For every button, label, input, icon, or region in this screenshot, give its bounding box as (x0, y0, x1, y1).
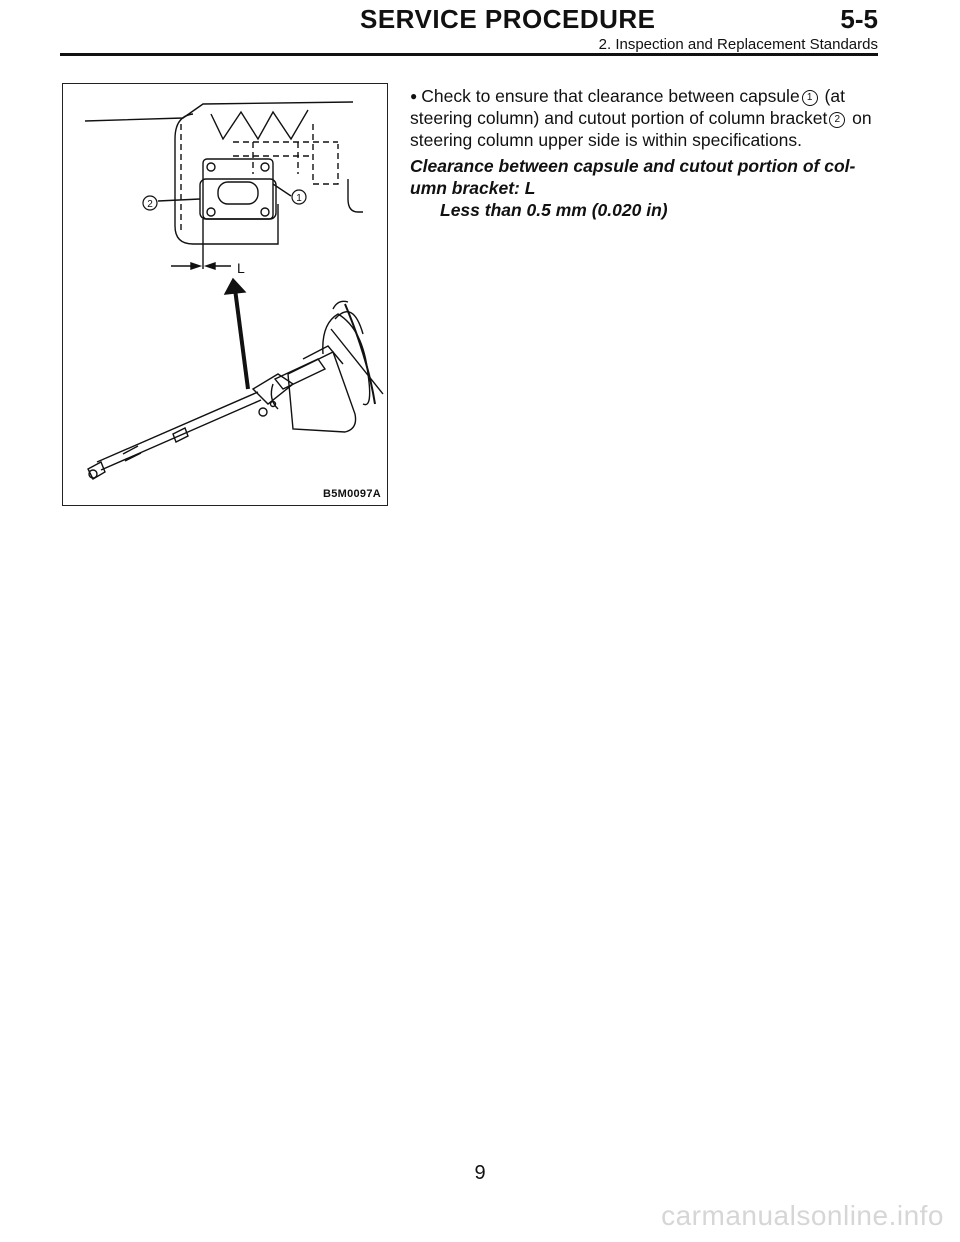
callout-2-text: 2 (147, 199, 153, 210)
capsule-plate (203, 159, 273, 219)
dashboard-line (85, 102, 353, 121)
ref-2-badge: 2 (829, 112, 845, 128)
page-title: SERVICE PROCEDURE (360, 4, 656, 34)
ref-1-badge: 1 (802, 90, 818, 106)
header-rule (60, 53, 878, 56)
steering-shaft (97, 392, 258, 462)
callout-2-leader (158, 199, 200, 201)
steering-wheel-rim (345, 304, 375, 404)
instruction-part-1: Check to ensure that clearance between capsule (421, 86, 800, 106)
bullet-icon: ● (410, 89, 418, 103)
page-number: 9 (474, 1162, 486, 1184)
callout-1-text: 1 (296, 193, 302, 204)
steering-column-figure (62, 83, 388, 506)
bracket-teeth (211, 110, 308, 139)
figure-code: B5M0097A (322, 488, 381, 500)
watermark: carmanualsonline.info (661, 1200, 944, 1231)
spec-label: Clearance between capsule and cutout portion of col-umn bracket: L (410, 156, 856, 198)
section-subtitle: 2. Inspection and Replacement Standards (598, 36, 878, 53)
figure-drawing (63, 84, 389, 507)
indicator-arrow (235, 289, 248, 389)
instruction-part-3: on steering column upper side is within specifications. (410, 108, 872, 150)
column-housing (253, 374, 293, 404)
capsule-slot (218, 182, 258, 204)
instruction-paragraph (410, 85, 888, 151)
spec-value: Less than 0.5 mm (0.020 in) (440, 200, 668, 220)
section-number: 5-5 (840, 4, 878, 34)
body-text (410, 85, 888, 221)
dimension-label: L (237, 260, 245, 276)
instruction-part-2: (at steering column) and cutout portion of column bracket (410, 86, 845, 128)
